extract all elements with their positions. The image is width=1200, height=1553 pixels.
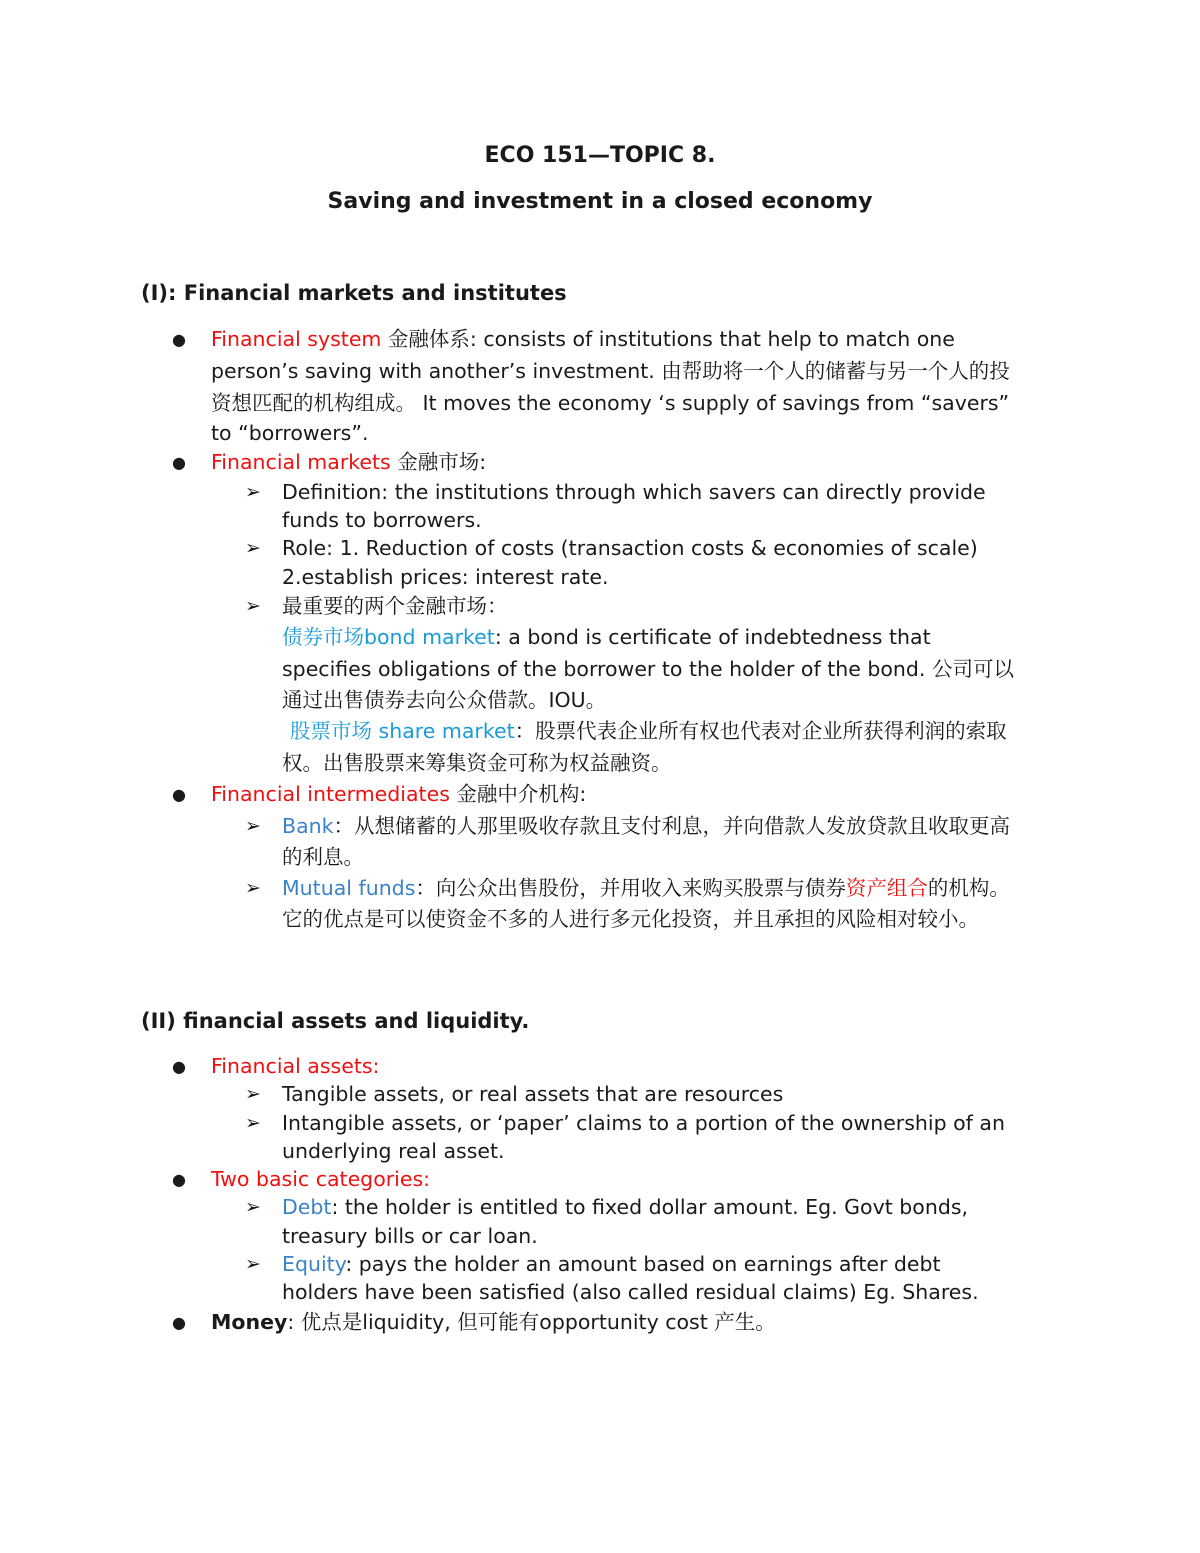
money-line [211,1312,776,1333]
intangible-assets-line-2: underlying real asset. [282,1139,505,1163]
share-market-term: 股票市场 share market [290,719,515,743]
role-line-2: 2.establish prices: interest rate. [282,565,609,589]
categories-term: Two basic categories: [211,1167,431,1191]
arrow-bullet-icon: ➢ [245,1196,261,1218]
bond-market-term: 债券市场bond market [282,625,495,649]
bank-line-2: 的利息。 [282,845,364,869]
intangible-assets-line-1: Intangible assets, or ‘paper’ claims to a portion of the ownership of an [282,1111,1005,1135]
financial-system-line-2: person’s saving with another’s investment. 由帮助将一个人的储蓄与另一个人的投 [211,359,1010,383]
mutual-funds-line-1 [282,878,1010,899]
bank-term: Bank [282,814,334,838]
debt-term: Debt [282,1195,332,1219]
bullet-dot-icon: ● [172,1170,186,1189]
debt-line-2: treasury bills or car loan. [282,1224,538,1248]
financial-system-line-4: to “borrowers”. [211,421,369,445]
debt-line-1 [282,1197,968,1218]
money-term: Money [211,1310,288,1334]
mutual-funds-line-2: 它的优点是可以使资金不多的人进行多元化投资，并且承担的风险相对较小。 [282,907,979,931]
financial-system-line-3: 资想匹配的机构组成。 It moves the economy ‘s supply of savings from “savers” [211,391,1010,415]
definition-line-1: Definition: the institutions through which savers can directly provide [282,480,986,504]
bond-line-3: 通过出售债券去向公众借款。IOU。 [282,688,607,712]
bullet-dot-icon: ● [172,785,186,804]
arrow-bullet-icon: ➢ [245,537,261,559]
financial-markets-label: 金融市场: [390,450,487,474]
arrow-bullet-icon: ➢ [245,877,261,899]
section-2-heading: (II) financial assets and liquidity. [141,1009,530,1033]
share-text: ：股票代表企业所有权也代表对企业所获得利润的索取 [514,719,1007,743]
arrow-bullet-icon: ➢ [245,1253,261,1275]
arrow-bullet-icon: ➢ [245,1112,261,1134]
financial-markets-line [211,452,486,473]
money-text: : 优点是liquidity, 但可能有opportunity cost 产生。 [287,1310,776,1334]
arrow-bullet-icon: ➢ [245,481,261,503]
topic-subtitle: Saving and investment in a closed economy [327,189,873,214]
financial-assets-term: Financial assets: [211,1054,380,1078]
bullet-dot-icon: ● [172,1057,186,1076]
definition-line-2: funds to borrowers. [282,508,482,532]
equity-text: : pays the holder an amount based on earnings after debt [345,1252,941,1276]
section-1-heading: (I): Financial markets and institutes [141,281,567,305]
financial-system-text: 金融体系: consists of institutions that help to match one [381,327,955,351]
financial-markets-term: Financial markets [211,450,391,474]
mutual-funds-term: Mutual funds [282,876,416,900]
bullet-dot-icon: ● [172,1313,186,1332]
arrow-bullet-icon: ➢ [245,1083,261,1105]
course-title: ECO 151—TOPIC 8. [484,143,716,168]
financial-system-line-1 [211,329,955,350]
equity-line-1 [282,1254,941,1275]
equity-line-2: holders have been satisfied (also called residual claims) Eg. Shares. [282,1280,979,1304]
mutual-funds-text: ：向公众出售股份，并用收入来购买股票与债券 [415,876,846,900]
arrow-bullet-icon: ➢ [245,595,261,617]
bank-text: ：从想储蓄的人那里吸收存款且支付利息，并向借款人发放贷款且收取更高 [333,814,1010,838]
equity-term: Equity [282,1252,346,1276]
mutual-funds-text-end: 的机构。 [927,876,1010,900]
bullet-dot-icon: ● [172,330,186,349]
debt-text: : the holder is entitled to fixed dollar amount. Eg. Govt bonds, [331,1195,969,1219]
financial-system-term: Financial system [211,327,382,351]
bond-text: : a bond is certificate of indebtedness that [494,625,931,649]
financial-intermediates-term: Financial intermediates [211,782,450,806]
bond-line-2: specifies obligations of the borrower to the holder of the bond. 公司可以 [282,657,1014,681]
role-line-1: Role: 1. Reduction of costs (transaction costs & economies of scale) [282,536,978,560]
share-line-1 [290,721,1007,742]
bond-line-1 [282,627,931,648]
bullet-dot-icon: ● [172,453,186,472]
share-line-2: 权。出售股票来筹集资金可称为权益融资。 [282,751,672,775]
two-markets-line: 最重要的两个金融市场： [282,594,508,618]
financial-intermediates-line [211,784,586,805]
arrow-bullet-icon: ➢ [245,815,261,837]
portfolio-term: 资产组合 [845,876,928,900]
financial-intermediates-label: 金融中介机构: [449,782,587,806]
bank-line-1 [282,816,1010,837]
tangible-assets-line: Tangible assets, or real assets that are resources [282,1082,784,1106]
